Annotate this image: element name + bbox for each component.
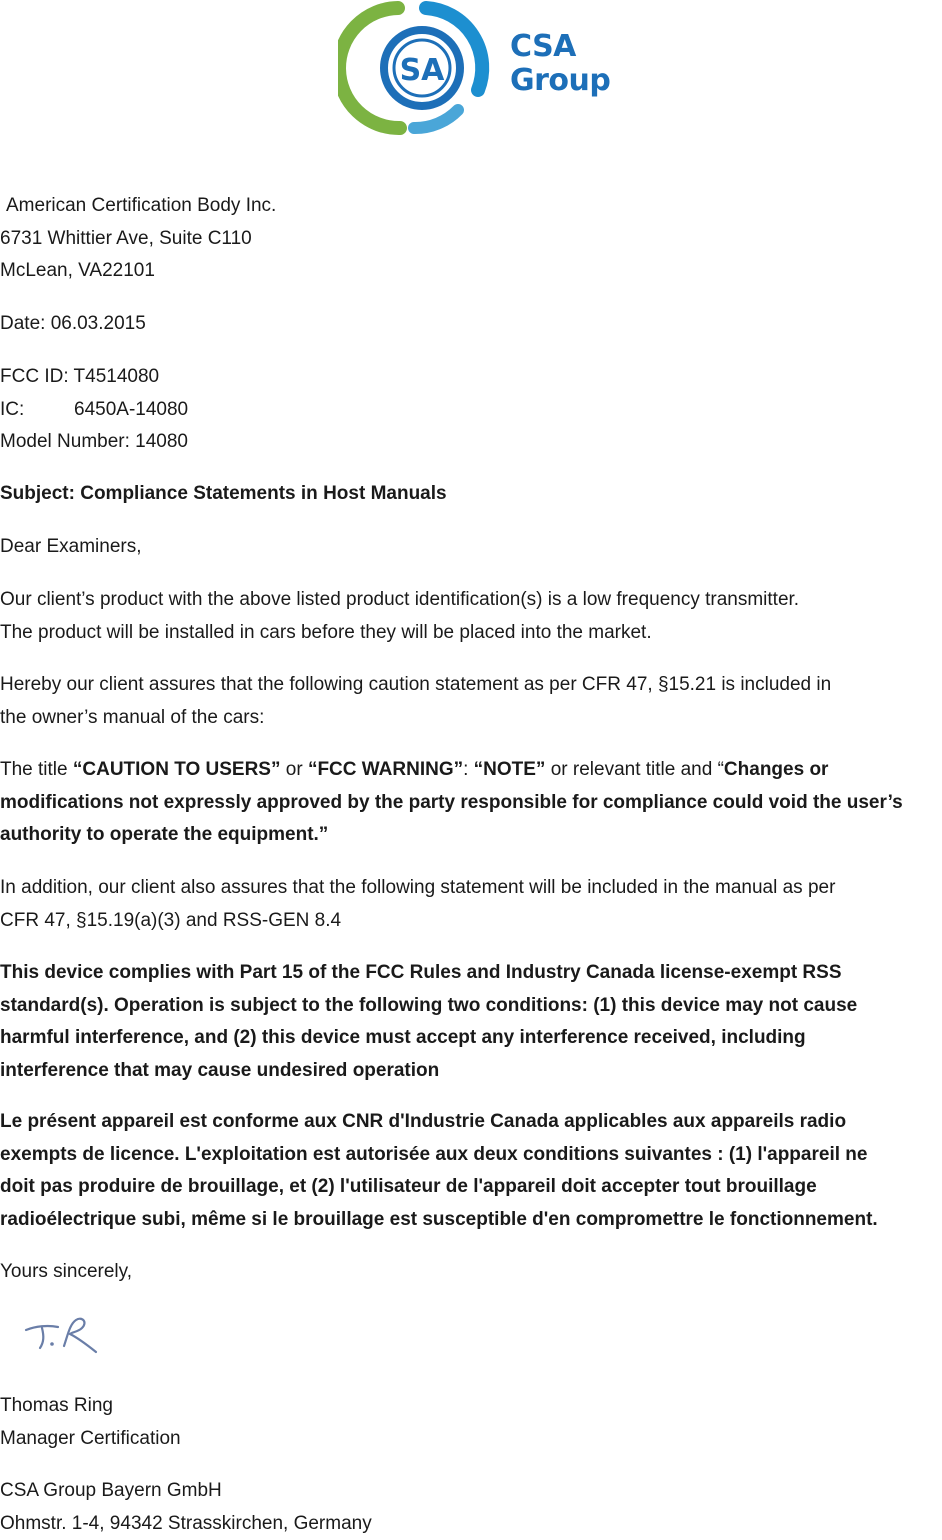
company-block	[0, 1475, 942, 1540]
signer-name: Thomas Ring	[0, 1390, 942, 1423]
statement-line: standard(s). Operation is subject to the following two conditions: (1) this device may not cause	[0, 990, 942, 1023]
logo-word-csa: CSA	[510, 30, 610, 64]
salutation	[0, 531, 942, 564]
bold-run: “CAUTION TO USERS”	[73, 759, 281, 780]
company-name: CSA Group Bayern GmbH	[0, 1475, 942, 1508]
statement-line: This device complies with Part 15 of the FCC Rules and Industry Canada license-exempt RSS	[0, 957, 942, 990]
model-number: Model Number: 14080	[0, 426, 942, 459]
paragraph-line: modifications not expressly approved by the party responsible for compliance could void the user’s	[0, 787, 942, 820]
paragraph-line: CFR 47, §15.19(a)(3) and RSS-GEN 8.4	[0, 905, 942, 938]
signature-image	[22, 1310, 112, 1362]
identification-block	[0, 361, 942, 459]
paragraph-product	[0, 584, 942, 649]
recipient-street: 6731 Whittier Ave, Suite C110	[0, 223, 942, 256]
bold-run: “NOTE”	[474, 759, 546, 780]
text-run: or	[280, 759, 307, 780]
letter-date	[0, 308, 942, 341]
statement-line: exempts de licence. L'exploitation est autorisée aux deux conditions suivantes : (1) l'appareil ne	[0, 1139, 942, 1172]
paragraph-line: Our client’s product with the above listed product identification(s) is a low frequency transmitter.	[0, 584, 942, 617]
text-run: :	[463, 759, 474, 780]
statement-english	[0, 957, 942, 1087]
statement-line: Le présent appareil est conforme aux CNR d'Industrie Canada applicables aux appareils radio	[0, 1106, 942, 1139]
paragraph-line: authority to operate the equipment.”	[0, 819, 942, 852]
paragraph-line: the owner’s manual of the cars:	[0, 702, 942, 735]
bold-run: “FCC WARNING”	[308, 759, 463, 780]
recipient-address	[0, 190, 942, 288]
subject-text: Subject: Compliance Statements in Host Manuals	[0, 478, 942, 511]
paragraph-line: The product will be installed in cars before they will be placed into the market.	[0, 617, 942, 650]
logo-wordmark	[510, 30, 610, 98]
statement-line: interference that may cause undesired operation	[0, 1055, 942, 1088]
salutation-text: Dear Examiners,	[0, 531, 942, 564]
signer-title: Manager Certification	[0, 1423, 942, 1456]
ic-id	[0, 394, 942, 427]
paragraph-additional	[0, 872, 942, 937]
closing-text: Yours sincerely,	[0, 1256, 942, 1289]
csa-emblem-icon	[338, 0, 508, 136]
statement-line: radioélectrique subi, même si le brouillage est susceptible d'en compromettre le fonctionnement.	[0, 1204, 942, 1237]
statement-french	[0, 1106, 942, 1236]
csa-group-logo	[338, 0, 606, 136]
paragraph-line: In addition, our client also assures that the following statement will be included in the manual as per	[0, 872, 942, 905]
paragraph-line	[0, 754, 942, 787]
closing	[0, 1256, 942, 1289]
recipient-city: McLean, VA22101	[0, 255, 942, 288]
ic-value: 6450A-14080	[74, 399, 188, 420]
ic-label: IC:	[0, 394, 74, 427]
paragraph-title-statement	[0, 754, 942, 852]
logo-word-group: Group	[510, 64, 610, 98]
company-address: Ohmstr. 1-4, 94342 Strasskirchen, Germany	[0, 1508, 942, 1540]
signer-block	[0, 1390, 942, 1455]
statement-line: doit pas produire de brouillage, et (2) l'utilisateur de l'appareil doit accepter tout brouillage	[0, 1171, 942, 1204]
text-run: The title	[0, 759, 73, 780]
paragraph-caution	[0, 669, 942, 734]
text-run: or relevant title and “	[545, 759, 723, 780]
paragraph-line: Hereby our client assures that the following caution statement as per CFR 47, §15.21 is included in	[0, 669, 942, 702]
fcc-id: FCC ID: T4514080	[0, 361, 942, 394]
subject-line	[0, 478, 942, 511]
bold-run: Changes or	[724, 759, 829, 780]
recipient-name: American Certification Body Inc.	[0, 190, 942, 223]
emblem-text: SA	[400, 53, 446, 88]
statement-line: harmful interference, and (2) this device must accept any interference received, including	[0, 1022, 942, 1055]
date-text: Date: 06.03.2015	[0, 308, 942, 341]
